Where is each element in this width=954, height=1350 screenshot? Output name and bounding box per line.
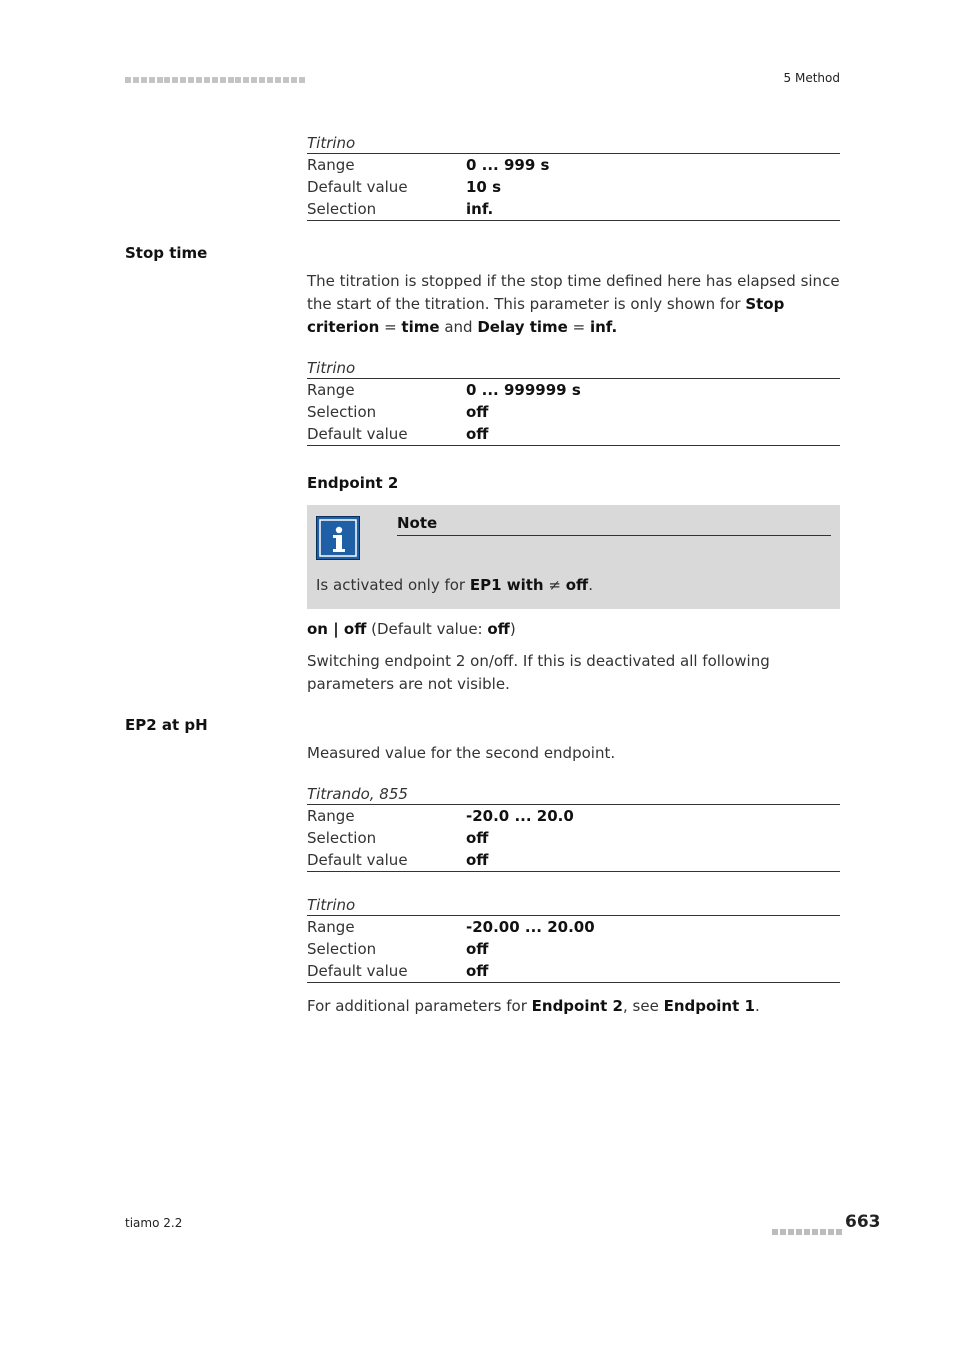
- note-title: Note: [397, 513, 831, 536]
- table-row: Range -20.0 ... 20.0: [307, 807, 574, 825]
- titrino-table-3: [307, 895, 840, 983]
- titrino-table-1: [307, 133, 840, 221]
- endpoint-2-heading: Endpoint 2: [307, 474, 399, 492]
- table-row: Selection off: [307, 403, 489, 421]
- product-name: tiamo 2.2: [125, 1216, 183, 1230]
- note-text: Is activated only for EP1 with ≠ off.: [316, 576, 593, 594]
- chapter-title: 5 Method: [783, 71, 840, 85]
- note-box: [307, 505, 840, 609]
- table-caption: Titrando, 855: [307, 784, 840, 805]
- table-row: Selection off: [307, 829, 489, 847]
- stop-time-heading: Stop time: [125, 244, 208, 262]
- table-row: Range 0 ... 999999 s: [307, 381, 581, 399]
- info-icon: [316, 516, 360, 560]
- page-number: 663: [845, 1212, 881, 1232]
- footer-decoration: [772, 1220, 844, 1239]
- table-row: Default value off: [307, 962, 489, 980]
- table-row: Default value 10 s: [307, 178, 502, 196]
- table-caption: Titrino: [307, 895, 840, 916]
- table-row: Range -20.00 ... 20.00: [307, 918, 595, 936]
- table-row: Default value off: [307, 425, 489, 443]
- additional-parameters-text: For additional parameters for Endpoint 2, see Endpoint 1.: [307, 997, 760, 1015]
- endpoint-2-options: on | off (Default value: off): [307, 620, 516, 638]
- ep2-at-ph-heading: EP2 at pH: [125, 716, 208, 734]
- table-row: Selection inf.: [307, 200, 494, 218]
- stop-time-description: The titration is stopped if the stop time defined here has elapsed since the start of the titration. This parameter is only shown for Stop criterion = time and Delay time = inf.: [307, 272, 840, 336]
- table-row: Selection off: [307, 940, 489, 958]
- table-row: Range 0 ... 999 s: [307, 156, 550, 174]
- titrando-table: [307, 784, 840, 872]
- titrino-table-2: [307, 358, 840, 446]
- endpoint-2-description: Switching endpoint 2 on/off. If this is deactivated all following parameters are not visible.: [307, 652, 770, 693]
- header-decoration: [125, 73, 306, 86]
- ep2-at-ph-description: Measured value for the second endpoint.: [307, 744, 616, 762]
- table-caption: Titrino: [307, 358, 840, 379]
- table-caption: Titrino: [307, 133, 840, 154]
- table-row: Default value off: [307, 851, 489, 869]
